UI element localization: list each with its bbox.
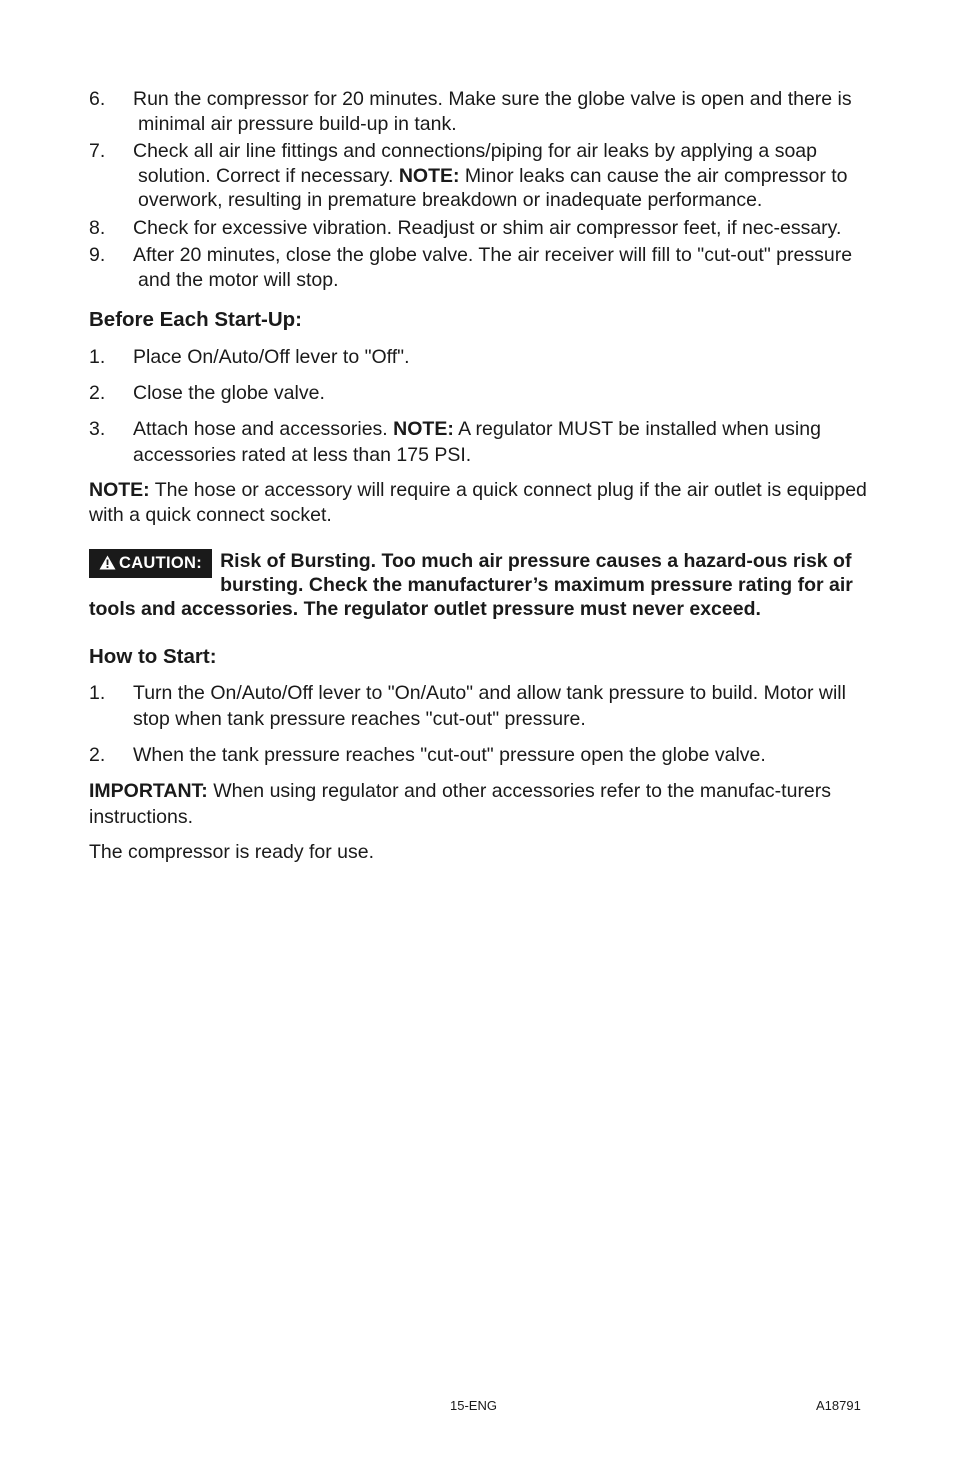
step-text: When the tank pressure reaches "cut-out" pressure open the globe valve. <box>133 744 766 766</box>
step-text: Close the globe valve. <box>133 381 325 404</box>
step-text: Turn the On/Auto/Off lever to "On/Auto" and allow tank pressure to build. Motor will stop when tank pressure reaches "cut-out" pressure. <box>133 682 846 730</box>
step-text-after: A regulator MUST be installed when using accessories rated at less than 175 PSI. <box>133 418 821 466</box>
caution-label: CAUTION: <box>119 554 203 572</box>
step-number: 3. <box>89 418 106 440</box>
step-number: 7. <box>89 140 106 162</box>
note-text: The hose or accessory will require a quick connect plug if the air outlet is equipped with a quick connect socket. <box>89 479 867 526</box>
before-start-list <box>89 345 869 468</box>
list-item <box>89 139 869 213</box>
note-label: NOTE: <box>89 479 150 501</box>
note-label: NOTE: <box>398 164 460 187</box>
step-text-before: Check all air line fittings and connections/piping for air leaks by applying a soap solution. Correct if necessary. <box>133 140 817 187</box>
caution-text: Risk of Bursting. Too much air pressure causes a hazard-ous risk of bursting. Check the manufacturer’s maximum pressure rating for air tools and accessories. The regulator outlet pressure must never exceed. <box>89 550 853 620</box>
how-to-start-heading: How to Start: <box>89 645 217 668</box>
step-text: Check for excessive vibration. Readjust or shim air compressor feet, if nec-essary. <box>133 216 842 239</box>
list-item <box>89 216 869 241</box>
step-text-after: Minor leaks can cause the air compressor to overwork, resulting in premature breakdown or inadequate performance. <box>138 164 848 211</box>
list-item <box>89 243 869 292</box>
step-text: Run the compressor for 20 minutes. Make sure the globe valve is open and there is minimal air pressure build-up in tank. <box>133 88 852 135</box>
before-start-heading: Before Each Start-Up: <box>89 308 303 331</box>
step-number: 6. <box>89 88 106 110</box>
important-label: IMPORTANT: <box>89 779 208 802</box>
step-number: 2. <box>89 381 106 404</box>
note-label: NOTE: <box>393 418 454 440</box>
caution-block <box>89 549 869 621</box>
step-number: 8. <box>89 216 106 239</box>
step-text <box>133 139 869 213</box>
step-number: 2. <box>89 744 106 766</box>
manual-page <box>89 87 869 864</box>
ready-text: The compressor is ready for use. <box>89 840 375 863</box>
steps-top-list <box>89 87 869 292</box>
hose-note <box>89 478 869 527</box>
list-item <box>89 680 869 732</box>
list-item <box>89 743 869 768</box>
how-to-start-list <box>89 680 869 768</box>
important-note <box>89 778 869 830</box>
list-item <box>89 416 869 468</box>
important-text: When using regulator and other accessories refer to the manufac-turers instructions. <box>89 779 832 828</box>
step-text: After 20 minutes, close the globe valve. The air receiver will fill to "cut-out" pressure and the motor will stop. <box>133 244 853 291</box>
list-item <box>89 345 869 370</box>
list-item <box>89 87 869 136</box>
caution-badge <box>89 549 212 578</box>
step-text-before: Attach hose and accessories. <box>133 418 394 440</box>
step-number: 1. <box>89 682 106 704</box>
step-text: Place On/Auto/Off lever to "Off". <box>133 346 410 368</box>
step-number: 1. <box>89 346 106 368</box>
step-text <box>133 418 821 466</box>
warning-triangle-icon <box>99 554 116 577</box>
page-number: 15-ENG <box>450 1398 497 1413</box>
document-id: A18791 <box>816 1398 861 1413</box>
list-item <box>89 381 869 406</box>
step-number: 9. <box>89 244 106 266</box>
